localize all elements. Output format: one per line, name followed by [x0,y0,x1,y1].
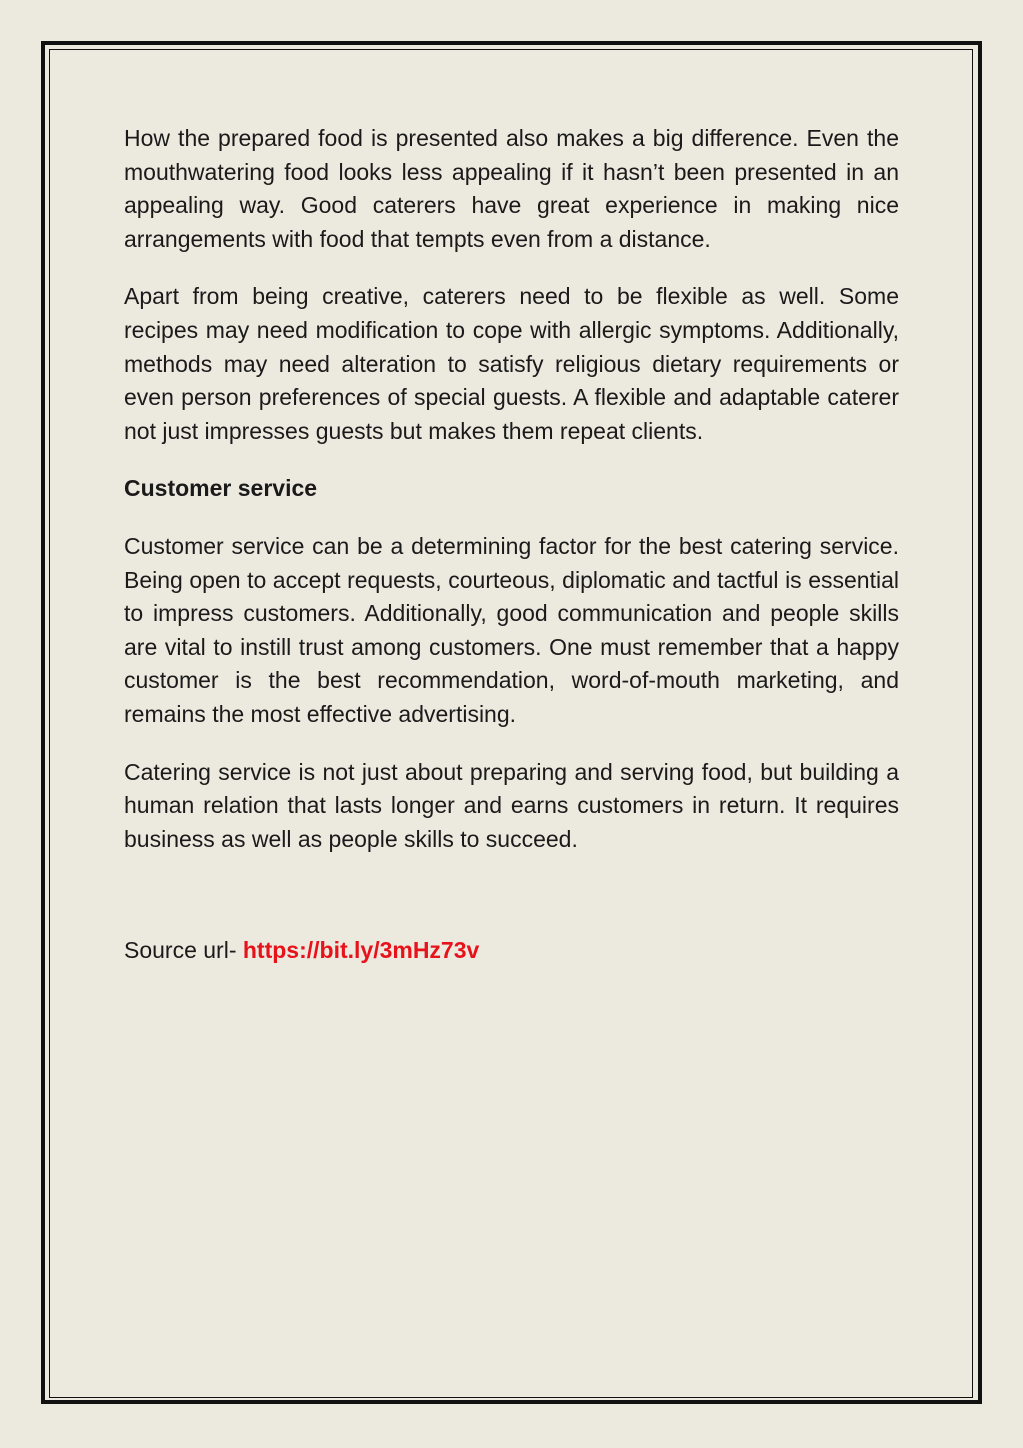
source-label: Source url- [124,937,243,964]
document-body [124,122,899,968]
paragraph-flexibility: Apart from being creative, caterers need to be flexible as well. Some recipes may need modification to cope with allergic symptoms. Additionally, methods may need alteration to satisfy religious dietary requirements or even person preferences of special guests. A flexible and adaptable caterer not just impresses guests but makes them repeat clients. [124,283,899,444]
paragraph-presentation: How the prepared food is presented also makes a big difference. Even the mouthwatering food looks less appealing if it hasn’t been presented in an appealing way. Good caterers have great experience in making nice arrangements with food that tempts even from a distance. [124,125,899,252]
paragraph-conclusion: Catering service is not just about preparing and serving food, but building a human relation that lasts longer and earns customers in return. It requires business as well as people skills to succeed. [124,758,899,852]
source-line [124,934,899,968]
paragraph-customer-service: Customer service can be a determining factor for the best catering service. Being open to accept requests, courteous, diplomatic and tactful is essential to impress customers. Additionally, good communication and people skills are vital to instill trust among customers. One must remember that a happy customer is the best recommendation, word-of-mouth marketing, and remains the most effective advertising. [124,532,899,727]
source-link[interactable]: https://bit.ly/3mHz73v [242,937,480,964]
section-heading: Customer service [124,475,318,502]
